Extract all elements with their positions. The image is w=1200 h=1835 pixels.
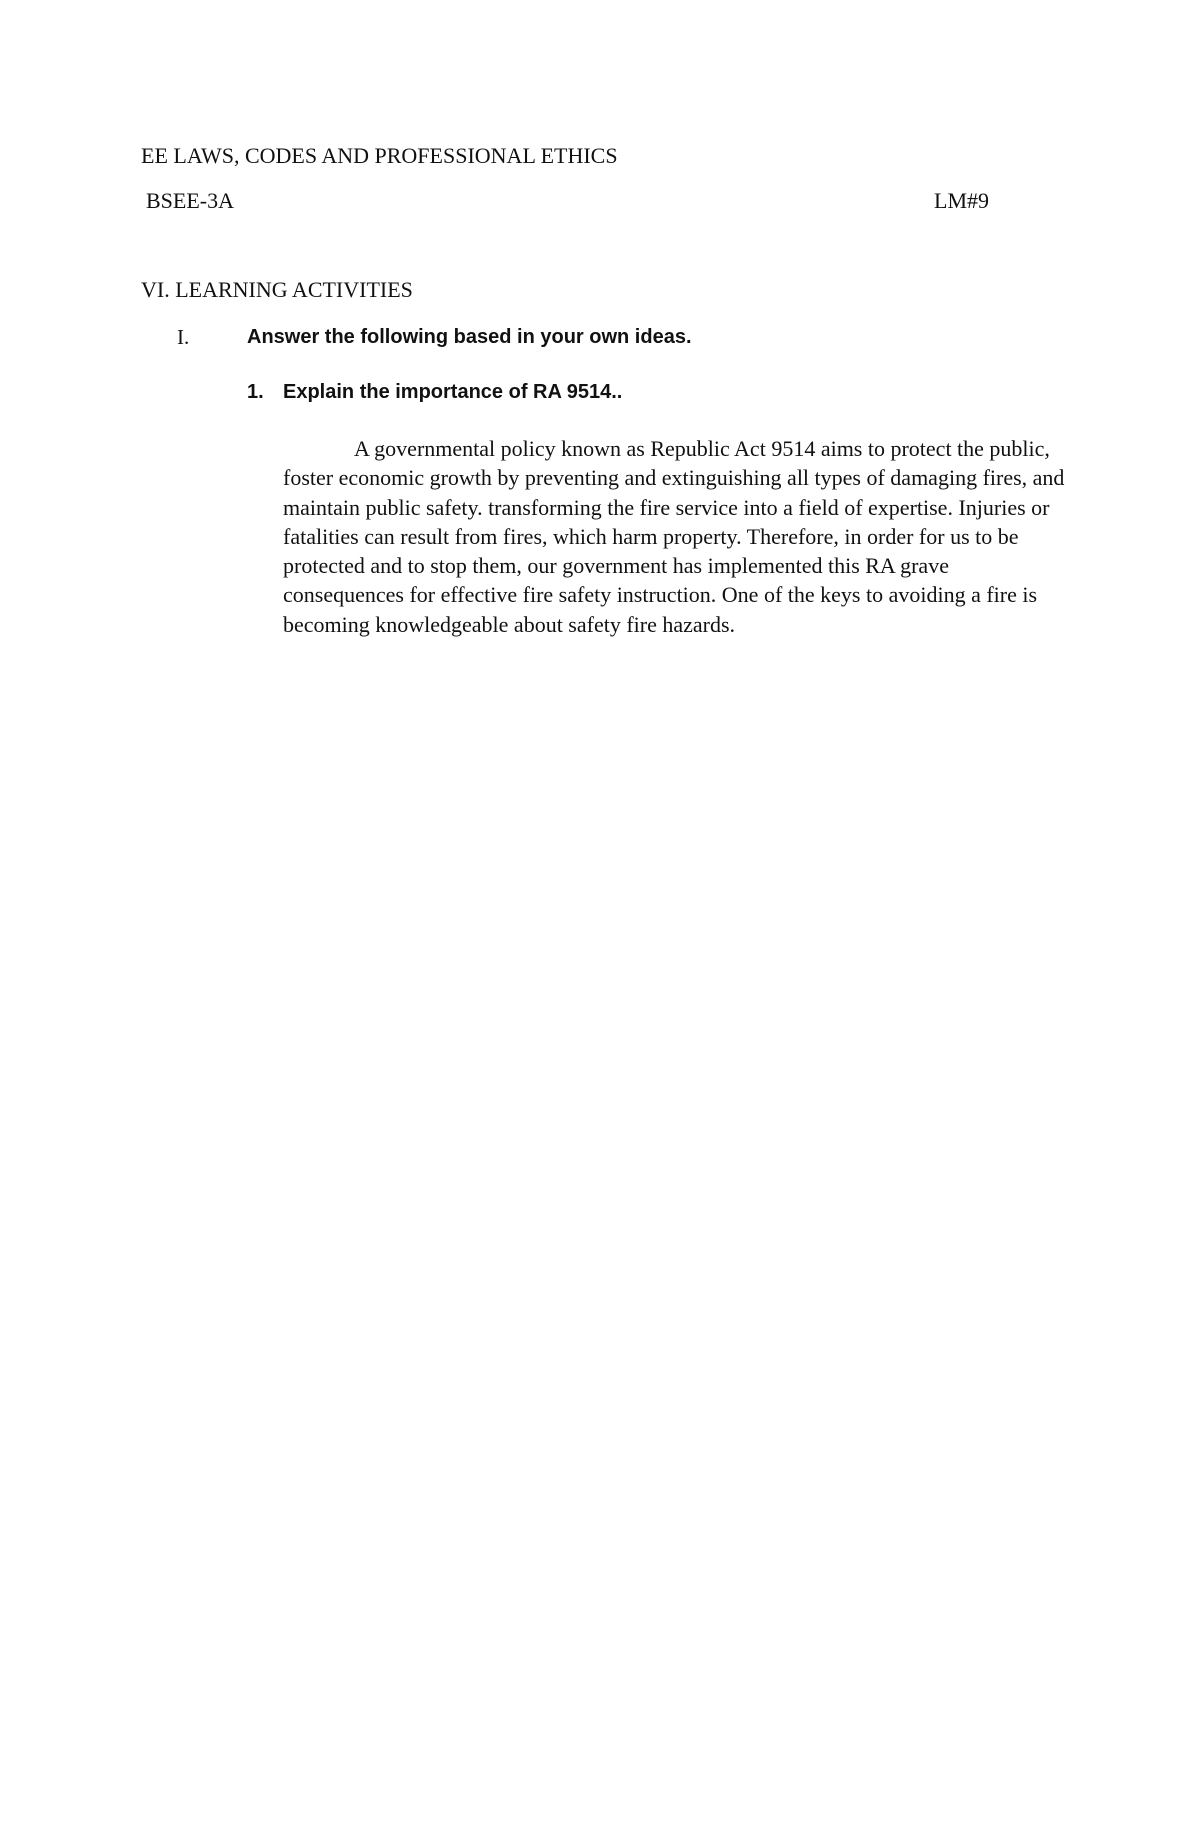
question-number: 1. [247,381,264,403]
answer-paragraph: A governmental policy known as Republic Act 9514 aims to protect the public, foster economic growth by preventing and extinguishing all types of damaging fires, and maintain public safety. transforming the fire service into a field of expertise. Injuries or fatalities can result from fires, which harm property. Therefore, in order for us to be protected and to stop them, our government has implemented this RA grave consequences for effective fire safety instruction. One of the keys to avoiding a fire is becoming knowledgeable about safety fire hazards. [283,436,1065,637]
part-instruction-row [0,322,1200,352]
module-code: LM#9 [934,188,989,213]
course-title: EE LAWS, CODES AND PROFESSIONAL ETHICS [141,143,618,168]
question-row [0,377,1200,407]
part-instruction: Answer the following based in your own ideas. [247,326,692,348]
learning-activities-heading: VI. LEARNING ACTIVITIES [141,277,413,302]
question-text: Explain the importance of RA 9514.. [283,381,623,403]
part-number: I. [177,325,190,349]
section-code: BSEE-3A [146,188,234,213]
